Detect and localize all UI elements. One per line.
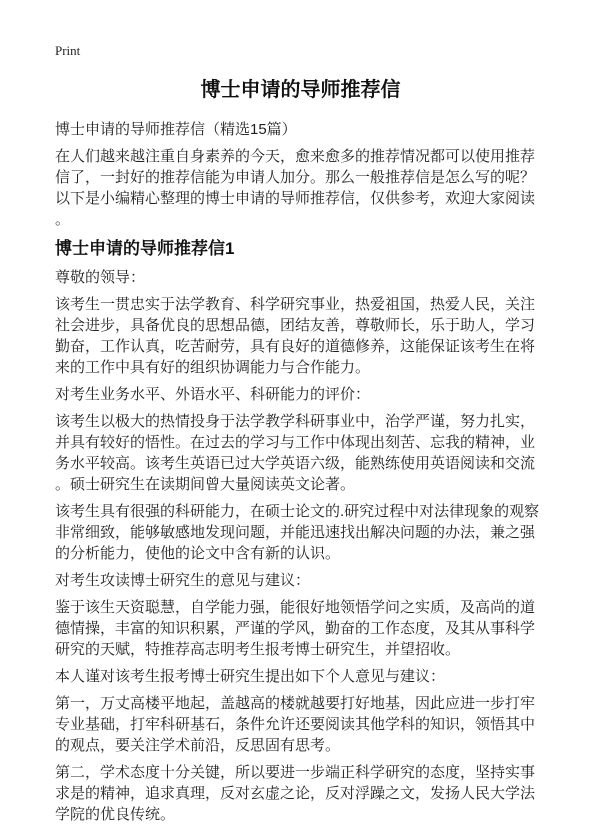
intro-paragraph: 在人们越来越注重自身素养的今天，愈来愈多的推荐情况都可以使用推荐信了，一封好的推荐信能为申请人加分。那么一般推荐信是怎么写的呢？以下是小编精心整理的博士申请的导师推荐信，仅供参考，欢迎大家阅读。 — [55, 148, 536, 228]
paragraph: 该考生一贯忠实于法学教育、科学研究事业，热爱祖国，热爱人民，关注社会进步，具备优良的思想品德，团结友善，尊敬师长，乐于助人，学习勤奋，工作认真，吃苦耐劳，具有良好的道德修养，这能保证该考生在将来的工作中具有好的组织协调能力与合作能力。 — [55, 296, 536, 376]
paragraph: 第二，学术态度十分关键，所以要进一步端正科学研究的态度，坚持实事求是的精神，追求真理，反对玄虚之论，反对浮躁之文，发扬人民大学法学院的优良传统。 — [55, 764, 536, 823]
paragraph: 该考生具有很强的科研能力，在硕士论文的.研究过程中对法律现象的观察非常细致，能够敏感地发现问题，并能迅速找出解决问题的办法，兼之强的分析能力，使他的论文中含有新的认识。 — [55, 503, 540, 562]
page-header — [55, 42, 546, 60]
paragraph: 第一，万丈高楼平地起，盖越高的楼就越要打好地基，因此应进一步打牢专业基础，打牢科研基石，条件允许还要阅读其他学科的知识，领悟其中的观点，要关注学术前沿，反思固有思考。 — [55, 695, 536, 754]
document-body — [55, 294, 546, 825]
paragraph: 鉴于该生天资聪慧，自学能力强，能很好地领悟学问之实质，及高尚的道德情操，丰富的知识积累，严谨的学风，勤奋的工作态度，及其从事科学研究的天赋，特推荐高志明考生报考博士研究生，并望招收。 — [55, 599, 536, 658]
document-subtitle: 博士申请的导师推荐信（精选15篇） — [55, 121, 297, 138]
paragraph: 该考生以极大的热情投身于法学教学科研事业中，治学严谨，努力扎实，并具有较好的悟性。在过去的学习与工作中体现出刻苦、忘我的精神，业务水平较高。该考生英语已过大学英语六级，能熟练使用英语阅读和交流。硕士研究生在读期间曾大量阅读英文论著。 — [55, 413, 536, 493]
page-title: 博士申请的导师推荐信 — [200, 79, 401, 101]
print-button[interactable]: Print — [55, 43, 81, 58]
section-heading: 博士申请的导师推荐信1 — [55, 239, 235, 258]
paragraph: 对考生业务水平、外语水平、科研能力的评价： — [55, 386, 371, 403]
paragraph: 本人谨对该考生报考博士研究生提出如下个人意见与建议： — [55, 668, 446, 685]
salutation: 尊敬的领导： — [55, 269, 146, 286]
paragraph: 对考生攻读博士研究生的意见与建议： — [55, 572, 311, 589]
